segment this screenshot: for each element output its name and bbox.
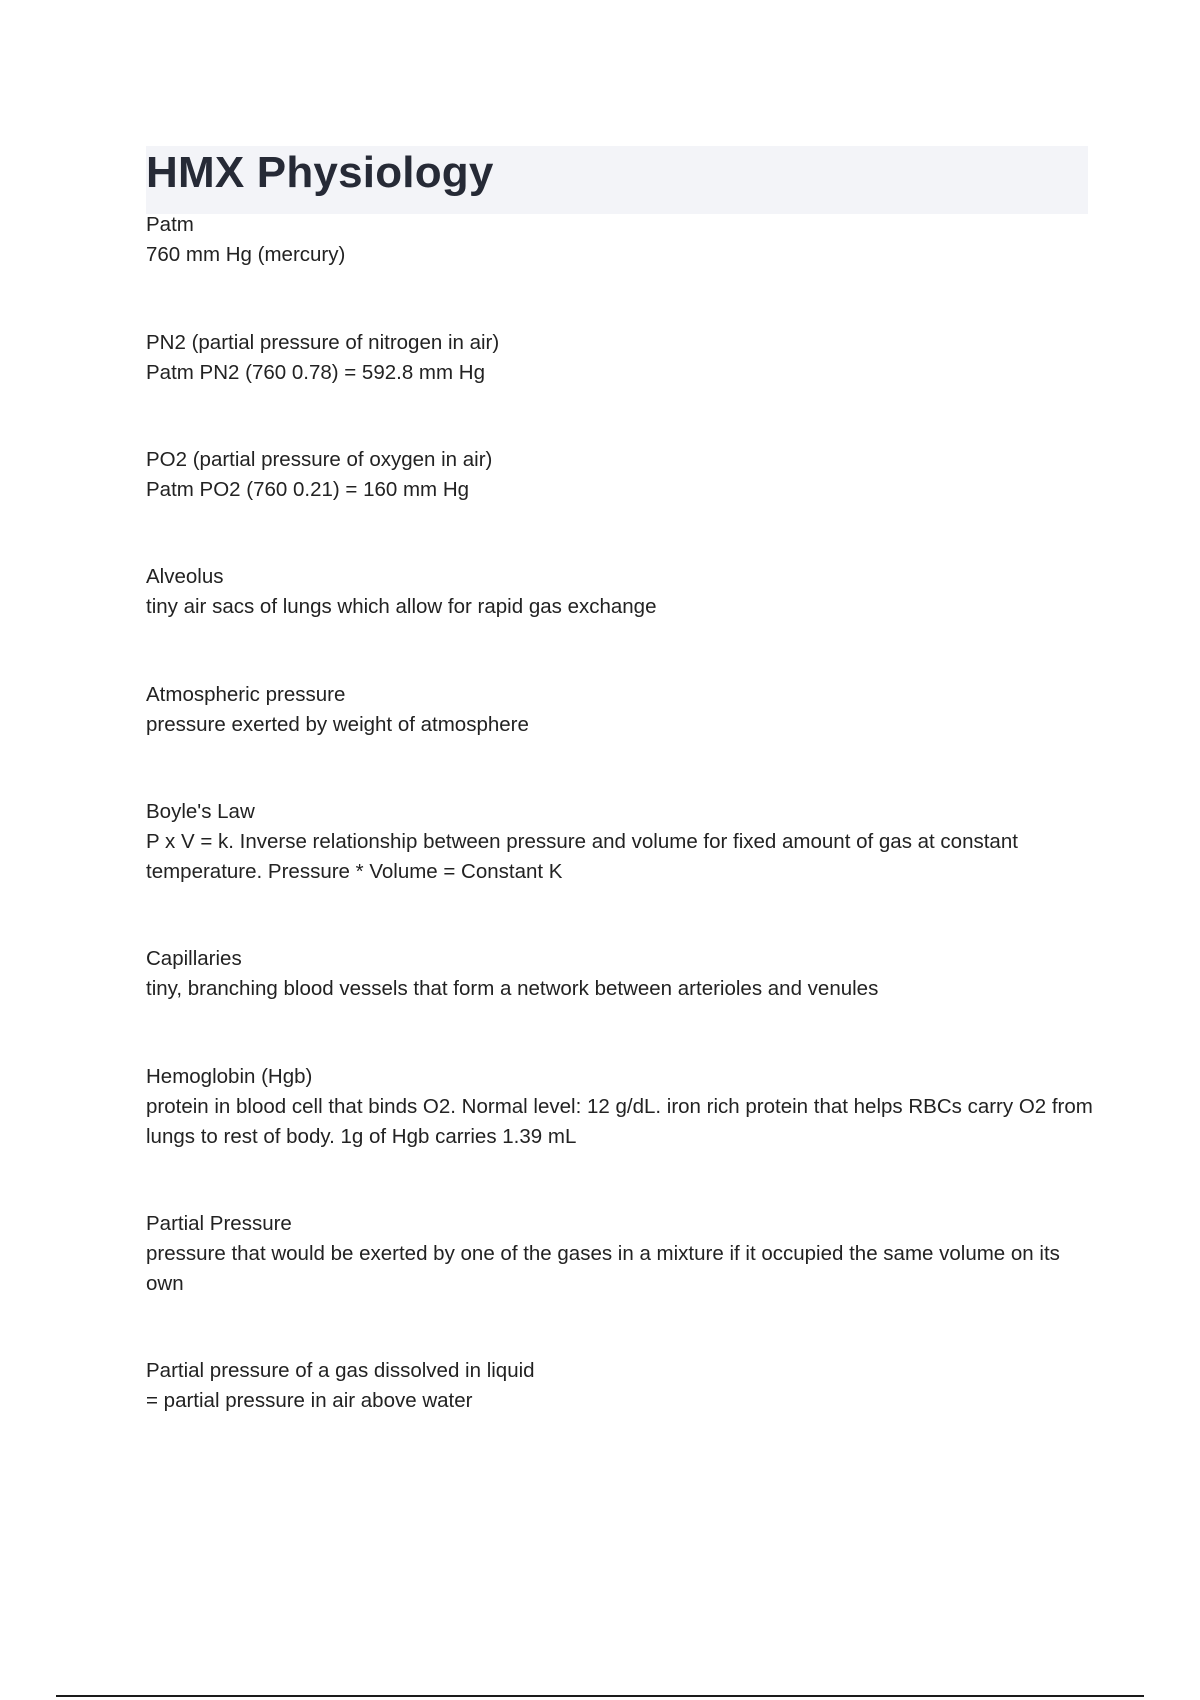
title-banner	[146, 146, 1088, 214]
entry-term: Patm	[146, 213, 194, 236]
entry-term: Hemoglobin (Hgb)	[146, 1065, 313, 1088]
entry-definition: pressure exerted by weight of atmosphere	[146, 713, 529, 736]
entry-definition: protein in blood cell that binds O2. Normal level: 12 g/dL. iron rich protein that helps RBCs carry O2 from lungs to rest of body. 1g of Hgb carries 1.39 mL	[146, 1095, 1093, 1148]
entry-term: PN2 (partial pressure of nitrogen in air)	[146, 331, 500, 354]
glossary-entry	[146, 680, 1096, 740]
entry-term: Atmospheric pressure	[146, 683, 346, 706]
glossary-entry	[146, 328, 1096, 388]
entry-definition: Patm PN2 (760 0.78) = 592.8 mm Hg	[146, 361, 485, 384]
entry-definition: = partial pressure in air above water	[146, 1389, 473, 1412]
glossary-entry	[146, 445, 1096, 505]
glossary-entry	[146, 1356, 1096, 1416]
entry-definition: P x V = k. Inverse relationship between pressure and volume for fixed amount of gas at constant temperature. Pressure * Volume = Constant K	[146, 830, 1018, 883]
entry-term: Capillaries	[146, 947, 242, 970]
entry-term: PO2 (partial pressure of oxygen in air)	[146, 448, 493, 471]
entry-term: Partial pressure of a gas dissolved in liquid	[146, 1359, 535, 1382]
entry-definition: 760 mm Hg (mercury)	[146, 243, 346, 266]
entry-definition: tiny air sacs of lungs which allow for rapid gas exchange	[146, 595, 657, 618]
entry-definition: Patm PO2 (760 0.21) = 160 mm Hg	[146, 478, 470, 501]
glossary-entry	[146, 797, 1096, 887]
glossary-entry	[146, 210, 1096, 270]
entry-term: Alveolus	[146, 565, 224, 588]
glossary-entry	[146, 944, 1096, 1004]
entry-definition: pressure that would be exerted by one of the gases in a mixture if it occupied the same volume on its own	[146, 1242, 1060, 1295]
page-bottom-divider	[56, 1695, 1144, 1697]
glossary-entry	[146, 562, 1096, 622]
entry-definition: tiny, branching blood vessels that form a network between arterioles and venules	[146, 977, 879, 1000]
page-title: HMX Physiology	[146, 148, 494, 197]
entry-term: Boyle's Law	[146, 800, 255, 823]
glossary-entry	[146, 1062, 1096, 1152]
glossary-entry	[146, 1209, 1096, 1299]
entry-term: Partial Pressure	[146, 1212, 292, 1235]
